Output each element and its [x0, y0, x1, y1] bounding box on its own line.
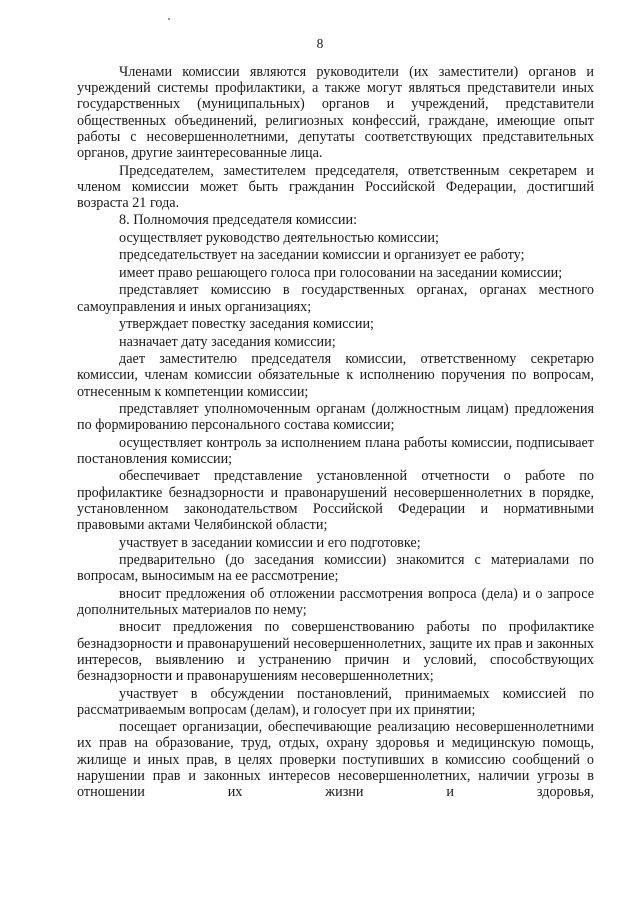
page-number: 8 — [316, 36, 324, 51]
paragraph-commission-members: Членами комиссии являются руководители (их заместители) органов и учреждений системы профилактики, а также могут являться представители иных государственных (муниципальных) органов и учреждений, представители общественных объединений, религиозных конфессий, граждане, имеющие опыт работы с несовершеннолетними, депутаты соответствующих представительных органов, другие заинтересованные лица. — [77, 64, 594, 162]
list-item-power: имеет право решающего голоса при голосовании на заседании комиссии; — [119, 264, 563, 281]
document-body — [77, 64, 594, 802]
list-item-power: осуществляет контроль за исполнением плана работы комиссии, подписывает постановления комиссии; — [77, 434, 594, 467]
list-item-power: представляет уполномоченным органам (должностным лицам) предложения по формированию персонального состава комиссии; — [77, 401, 594, 434]
list-item-power-continued: посещает организации, обеспечивающие реализацию несовершеннолетними их прав на образование, труд, отдых, охрану здоровья и медицинскую помощь, жилище и иных прав, в целях проверки поступивших в комиссию сообщений о нарушении прав и законных интересов несовершеннолетних, наличии угрозы в отношении их жизни и здоровья, — [77, 719, 594, 801]
scan-speck — [168, 18, 170, 20]
list-item-power: председательствует на заседании комиссии и организует ее работу; — [119, 247, 525, 264]
list-item-power: осуществляет руководство деятельностью комиссии; — [119, 229, 439, 246]
list-item-power: предварительно (до заседания комиссии) знакомится с материалами по вопросам, выносимым на ее рассмотрение; — [77, 552, 594, 585]
list-item-power: утверждает повестку заседания комиссии; — [119, 316, 374, 333]
list-item-power: обеспечивает представление установленной отчетности о работе по профилактике безнадзорности и правонарушений несовершеннолетних в порядке, установленном законодательством Российской Федерации и нормативными правовыми актами Челябинской области; — [77, 468, 594, 534]
list-item-power: вносит предложения по совершенствованию работы по профилактике безнадзорности и правонарушений несовершеннолетних, защите их прав и законных интересов, выявлению и устранению причин и условий, способствующих безнадзорности и правонарушениям несовершеннолетних; — [77, 619, 594, 685]
list-item-power: дает заместителю председателя комиссии, ответственному секретарю комиссии, членам комиссии обязательные к исполнению поручения по вопросам, отнесенным к компетенции комиссии; — [77, 351, 594, 400]
list-item-power: участвует в обсуждении постановлений, принимаемых комиссией по рассматриваемым вопросам (делам), и голосует при их принятии; — [77, 685, 594, 718]
paragraph-eligibility: Председателем, заместителем председателя, ответственным секретарем и членом комиссии может быть гражданин Российской Федерации, достигший возраста 21 года. — [77, 162, 594, 211]
list-item-power: представляет комиссию в государственных органах, органах местного самоуправления и иных организациях; — [77, 282, 594, 315]
section-heading-chair-powers: 8. Полномочия председателя комиссии: — [119, 212, 358, 229]
list-item-power: участвует в заседании комиссии и его подготовке; — [119, 534, 421, 551]
list-item-power: вносит предложения об отложении рассмотрения вопроса (дела) и о запросе дополнительных материалов по нему; — [77, 585, 594, 618]
list-item-power: назначает дату заседания комиссии; — [119, 333, 336, 350]
